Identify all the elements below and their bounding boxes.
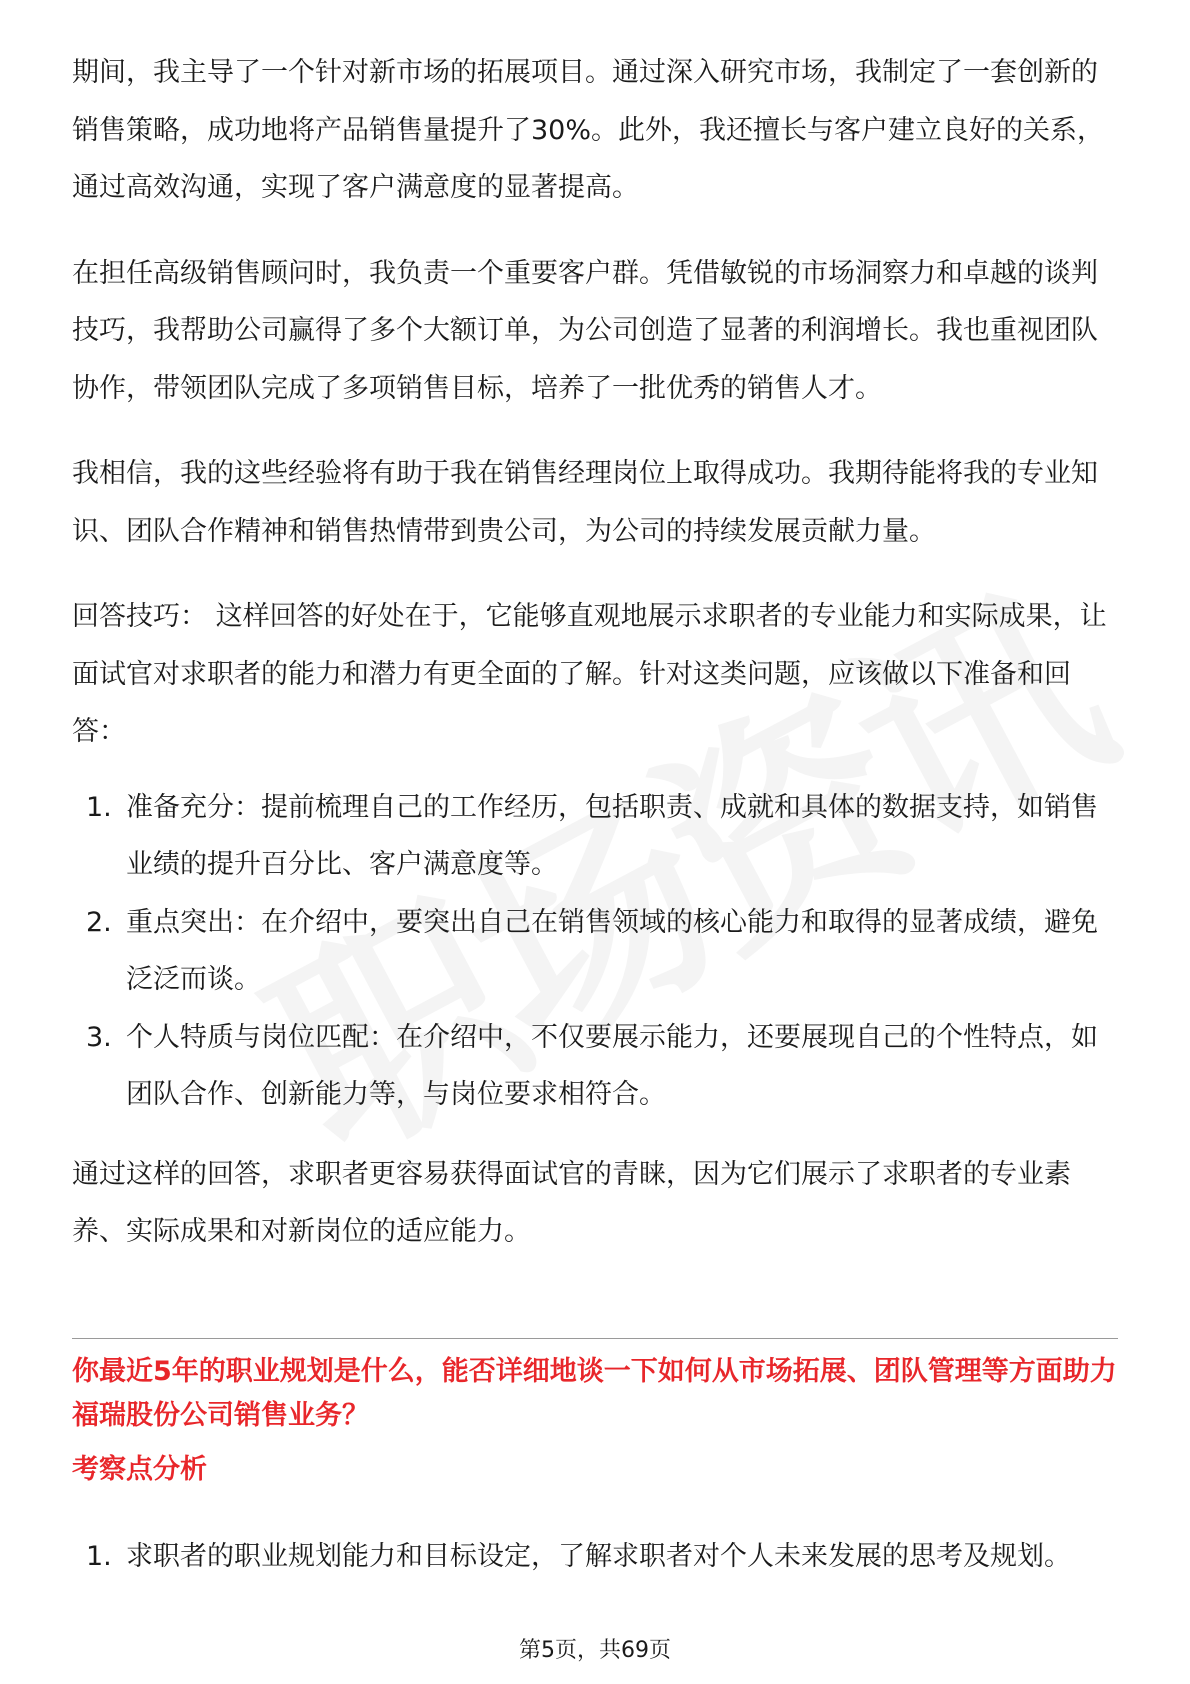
interview-question: 你最近5年的职业规划是什么，能否详细地谈一下如何从市场拓展、团队管理等方面助力福瑞股份公司销售业务？: [72, 1356, 1117, 1431]
list-item-number: 1.: [86, 791, 112, 823]
list-item-number: 1.: [86, 1541, 112, 1572]
paragraph-senior-consultant: 在担任高级销售顾问时，我负责一个重要客户群。凭借敏锐的市场洞察力和卓越的谈判技巧，我帮助公司赢得了多个大额订单，为公司创造了显著的利润增长。我也重视团队协作，带领团队完成了多项销售目标，培养了一批优秀的销售人才。: [72, 257, 1098, 404]
section-heading: 考察点分析: [72, 1454, 207, 1485]
list-item: [72, 1009, 1118, 1124]
analysis-list: [72, 1528, 1118, 1586]
paragraph-experience: 期间，我主导了一个针对新市场的拓展项目。通过深入研究市场，我制定了一套创新的销售策略，成功地将产品销售量提升了30%。此外，我还擅长与客户建立良好的关系，通过高效沟通，实现了客户满意度的显著提高。: [72, 57, 1105, 203]
page-number: 第5页，共69页: [519, 1638, 671, 1663]
list-item-text: 准备充分：提前梳理自己的工作经历，包括职责、成就和具体的数据支持，如销售业绩的提升百分比、客户满意度等。: [126, 791, 1098, 880]
list-item-text: 重点突出：在介绍中，要突出自己在销售领域的核心能力和取得的显著成绩，避免泛泛而谈。: [126, 906, 1098, 995]
document-body: [72, 44, 1118, 1289]
list-item-number: 2.: [86, 906, 112, 938]
list-item: [72, 894, 1118, 1009]
section-divider: [72, 1338, 1118, 1339]
paragraph-answer-tips: 回答技巧： 这样回答的好处在于，它能够直观地展示求职者的专业能力和实际成果，让面试官对求职者的能力和潜力有更全面的了解。针对这类问题，应该做以下准备和回答：: [72, 601, 1107, 747]
list-item-number: 3.: [86, 1021, 112, 1053]
list-item: [72, 1528, 1118, 1586]
list-item-text: 求职者的职业规划能力和目标设定，了解求职者对个人未来发展的思考及规划。: [126, 1541, 1071, 1572]
list-item: [72, 779, 1118, 894]
paragraph-belief: 我相信，我的这些经验将有助于我在销售经理岗位上取得成功。我期待能将我的专业知识、团队合作精神和销售热情带到贵公司，为公司的持续发展贡献力量。: [72, 458, 1098, 547]
paragraph-conclusion: 通过这样的回答，求职者更容易获得面试官的青睐，因为它们展示了求职者的专业素养、实际成果和对新岗位的适应能力。: [72, 1158, 1071, 1247]
tips-list: [72, 779, 1118, 1124]
list-item-text: 个人特质与岗位匹配：在介绍中，不仅要展示能力，还要展现自己的个性特点，如团队合作、创新能力等，与岗位要求相符合。: [126, 1021, 1098, 1110]
